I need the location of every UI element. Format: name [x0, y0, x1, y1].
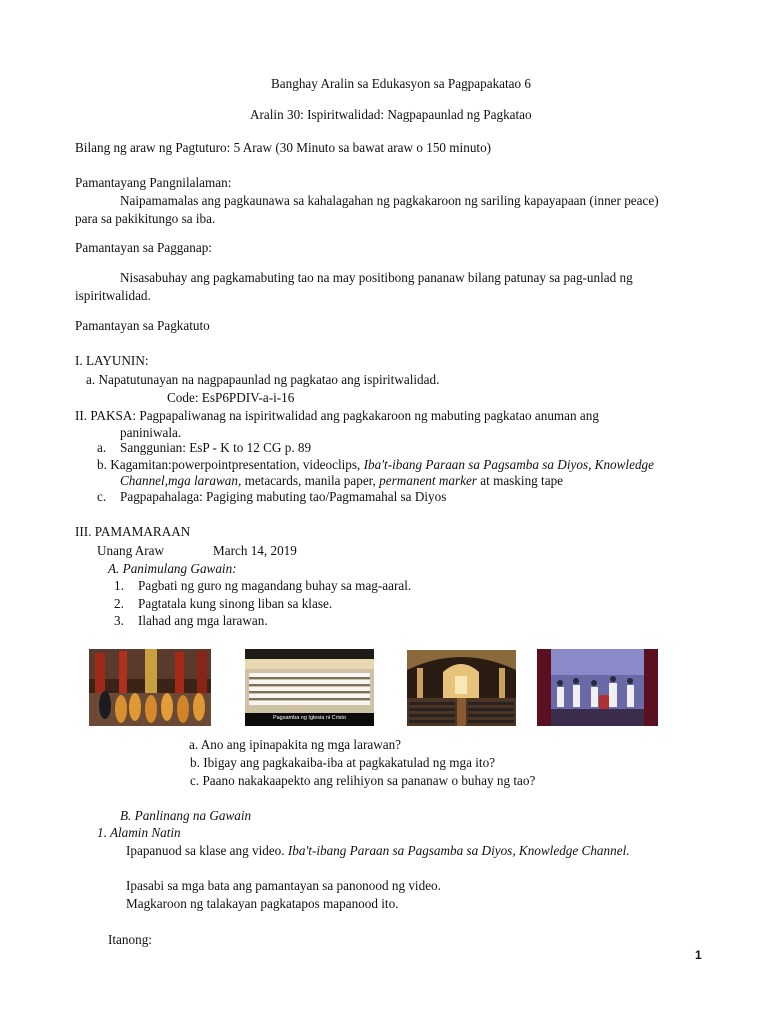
performance-standard-heading: Pamantayan sa Pagganap: — [75, 240, 212, 255]
photo-caption: Pagsamba ng Iglesia ni Cristo — [272, 715, 347, 721]
layunin-a: a. Napatutunayan na nagpapaunlad ng pagkatao ang ispiritwalidad. — [86, 372, 440, 387]
question-c: c. Paano nakakaapekto ang relihiyon sa pananaw o buhay ng tao? — [190, 773, 536, 788]
step-3-text: Ilahad ang mga larawan. — [138, 613, 268, 628]
question-b: b. Ibigay ang pagkakaiba-iba at pagkakatulad ng mga ito? — [190, 755, 496, 770]
layunin-heading: I. LAYUNIN: — [75, 353, 149, 368]
panimulang-gawain-heading: A. Panimulang Gawain: — [108, 561, 237, 576]
paksa-b-line2: Channel,mga larawan, metacards, manila paper, permanent marker at masking tape — [120, 473, 564, 488]
ipasabi-text: Ipasabi sa mga bata ang pamantayan sa panonood ng video. — [126, 878, 441, 893]
video-instruction: Ipapanuod sa klase ang video. Iba't-ibang Paraan sa Pagsamba sa Diyos, Knowledge Channel. — [126, 843, 630, 858]
paksa-line1: II. PAKSA: Pagpapaliwanag na ispiritwalidad ang pagkakaroon ng mabuting pagkatao anuman ang — [75, 408, 599, 423]
layunin-code: Code: EsP6PDIV-a-i-16 — [167, 390, 295, 405]
content-standard-line2: para sa pakikitungo sa iba. — [75, 211, 216, 226]
photo-temple-monks — [89, 649, 211, 726]
step-2-text: Pagtatala kung sinong liban sa klase. — [138, 596, 333, 611]
itanong-text: Itanong: — [108, 932, 152, 947]
learning-standard-heading: Pamantayan sa Pagkatuto — [75, 318, 210, 333]
step-1-text: Pagbati ng guro ng magandang buhay sa mag-aaral. — [138, 578, 412, 593]
paksa-line2: paniniwala. — [120, 425, 182, 440]
alamin-natin-heading: 1. Alamin Natin — [97, 825, 181, 840]
paksa-b-line1: b. Kagamitan:powerpointpresentation, videoclips, Iba't-ibang Paraan sa Pagsamba sa Diyos, Knowledge — [97, 457, 654, 472]
photo-worship-stage — [537, 649, 658, 726]
performance-standard-line2: ispiritwalidad. — [75, 288, 151, 303]
photo-church-interior — [407, 650, 516, 726]
paksa-c-marker: c. — [97, 489, 107, 504]
magkaroon-text: Magkaroon ng talakayan pagkatapos mapanood ito. — [126, 896, 399, 911]
content-standard-heading: Pamantayang Pangnilalaman: — [75, 175, 232, 190]
page-number: 1 — [695, 948, 702, 962]
performance-standard-line1: Nisasabuhay ang pagkamabuting tao na may positibong pananaw bilang patunay sa pag-unlad ng — [120, 270, 633, 285]
step-1-number: 1. — [114, 578, 124, 593]
question-a: a. Ano ang ipinapakita ng mga larawan? — [189, 737, 402, 752]
pamamaraan-heading: III. PAMAMARAAN — [75, 524, 191, 539]
photo-iglesia-worship — [245, 649, 374, 726]
teaching-days: Bilang ng araw ng Pagtuturo: 5 Araw (30 Minuto sa bawat araw o 150 minuto) — [75, 140, 492, 155]
paksa-c-text: Pagpapahalaga: Pagiging mabuting tao/Pagmamahal sa Diyos — [120, 489, 447, 504]
panlinang-heading: B. Panlinang na Gawain — [120, 808, 252, 823]
step-2-number: 2. — [114, 596, 124, 611]
paksa-a-text: Sanggunian: EsP - K to 12 CG p. 89 — [120, 440, 312, 455]
lesson-title: Aralin 30: Ispiritwalidad: Nagpapaunlad ng Pagkatao — [250, 107, 532, 122]
paksa-a-marker: a. — [97, 440, 107, 455]
doc-title: Banghay Aralin sa Edukasyon sa Pagpapakatao 6 — [271, 76, 532, 91]
content-standard-line1: Naipamamalas ang pagkaunawa sa kahalagahan ng pagkakaroon ng sariling kapayapaan (inner peace) — [120, 193, 659, 208]
step-3-number: 3. — [114, 613, 124, 628]
lesson-date: March 14, 2019 — [213, 543, 297, 558]
day-label: Unang Araw — [97, 543, 165, 558]
